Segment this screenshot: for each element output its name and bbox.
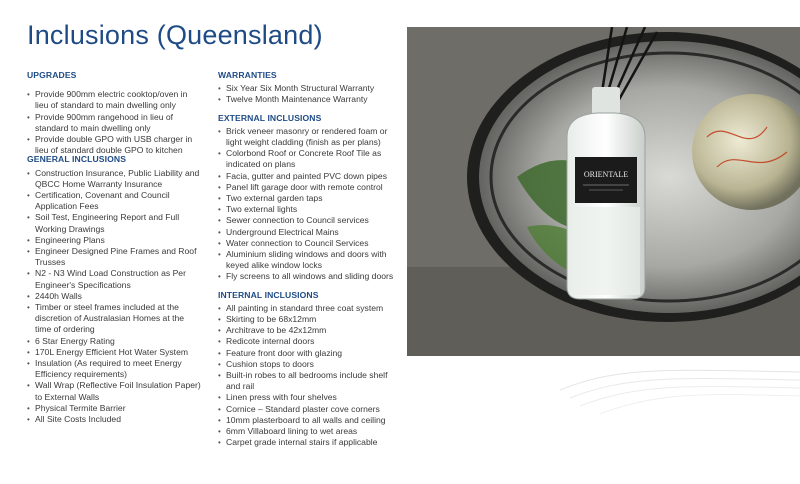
list-item: • Insulation (As required to meet Energy Efficiency requirements) (27, 358, 202, 380)
warranties-heading: WARRANTIES (218, 70, 277, 80)
list-item: • Wall Wrap (Reflective Foil Insulation Paper) to External Walls (27, 380, 202, 402)
list-item: • Colorbond Roof or Concrete Roof Tile as indicated on plans (218, 148, 398, 170)
right-column (218, 70, 398, 449)
list-item: • 2440h Walls (27, 291, 202, 302)
list-item: • Sewer connection to Council services (218, 215, 398, 226)
list-item: • Skirting to be 68x12mm (218, 314, 398, 325)
warranties-list (218, 83, 398, 105)
left-column (27, 70, 202, 425)
internal-inclusions-heading: INTERNAL INCLUSIONS (218, 289, 319, 300)
external-inclusions-heading: EXTERNAL INCLUSIONS (218, 112, 322, 123)
list-item: • Provide 900mm rangehood in lieu of standard to main dwelling only (27, 112, 202, 134)
list-item: • All painting in standard three coat system (218, 303, 398, 314)
list-item: • 6 Star Energy Rating (27, 336, 202, 347)
list-item: • Timber or steel frames included at the discretion of Australasian Homes at the time of ordering (27, 302, 202, 336)
list-item: • Panel lift garage door with remote control (218, 182, 398, 193)
general-inclusions-list (27, 168, 202, 426)
list-item: • Six Year Six Month Structural Warranty (218, 83, 398, 94)
list-item: • Cushion stops to doors (218, 359, 398, 370)
list-item: • Brick veneer masonry or rendered foam or light weight cladding (finish as per plans) (218, 126, 398, 148)
upgrades-heading: UPGRADES (27, 70, 77, 80)
list-item: • Aluminium sliding windows and doors with keyed alike window locks (218, 249, 398, 271)
list-item: • Provide double GPO with USB charger in lieu of standard double GPO to kitchen (27, 134, 202, 156)
list-item: • 6mm Villaboard lining to wet areas (218, 426, 398, 437)
list-item: • Two external lights (218, 204, 398, 215)
list-item: • Soil Test, Engineering Report and Full Working Drawings (27, 212, 202, 234)
list-item: • Water connection to Council Services (218, 238, 398, 249)
general-inclusions-heading: GENERAL INCLUSIONS (27, 154, 127, 165)
list-item: • N2 - N3 Wind Load Construction as Per Engineer's Specifications (27, 268, 202, 290)
bottle-label-text: ORIENTALE (583, 170, 629, 179)
list-item: • Architrave to be 42x12mm (218, 325, 398, 336)
list-item: • Cornice – Standard plaster cove corners (218, 404, 398, 415)
internal-inclusions-list (218, 303, 398, 449)
decorative-waves (560, 360, 800, 420)
list-item: • 10mm plasterboard to all walls and ceiling (218, 415, 398, 426)
list-item: • Certification, Covenant and Council Application Fees (27, 190, 202, 212)
list-item: • Engineering Plans (27, 235, 202, 246)
list-item: • Two external garden taps (218, 193, 398, 204)
list-item: • Facia, gutter and painted PVC down pipes (218, 171, 398, 182)
list-item: • Feature front door with glazing (218, 348, 398, 359)
upgrades-list (27, 89, 202, 156)
list-item: • Built-in robes to all bedrooms include shelf and rail (218, 370, 398, 392)
diffuser-tray-photo (407, 27, 800, 356)
list-item: • Underground Electrical Mains (218, 227, 398, 238)
list-item: • Linen press with four shelves (218, 392, 398, 403)
list-item: • Physical Termite Barrier (27, 403, 202, 414)
list-item: • Redicote internal doors (218, 336, 398, 347)
list-item: • Twelve Month Maintenance Warranty (218, 94, 398, 105)
list-item: • Fly screens to all windows and sliding doors (218, 271, 398, 282)
list-item: • Construction Insurance, Public Liability and QBCC Home Warranty Insurance (27, 168, 202, 190)
page-title: Inclusions (Queensland) (27, 20, 323, 50)
list-item: • Engineer Designed Pine Frames and Roof Trusses (27, 246, 202, 268)
list-item: • Provide 900mm electric cooktop/oven in lieu of standard to main dwelling only (27, 89, 202, 111)
list-item: • Carpet grade internal stairs if applicable (218, 437, 398, 448)
list-item: • All Site Costs Included (27, 414, 202, 425)
external-inclusions-list (218, 126, 398, 283)
list-item: • 170L Energy Efficient Hot Water System (27, 347, 202, 358)
